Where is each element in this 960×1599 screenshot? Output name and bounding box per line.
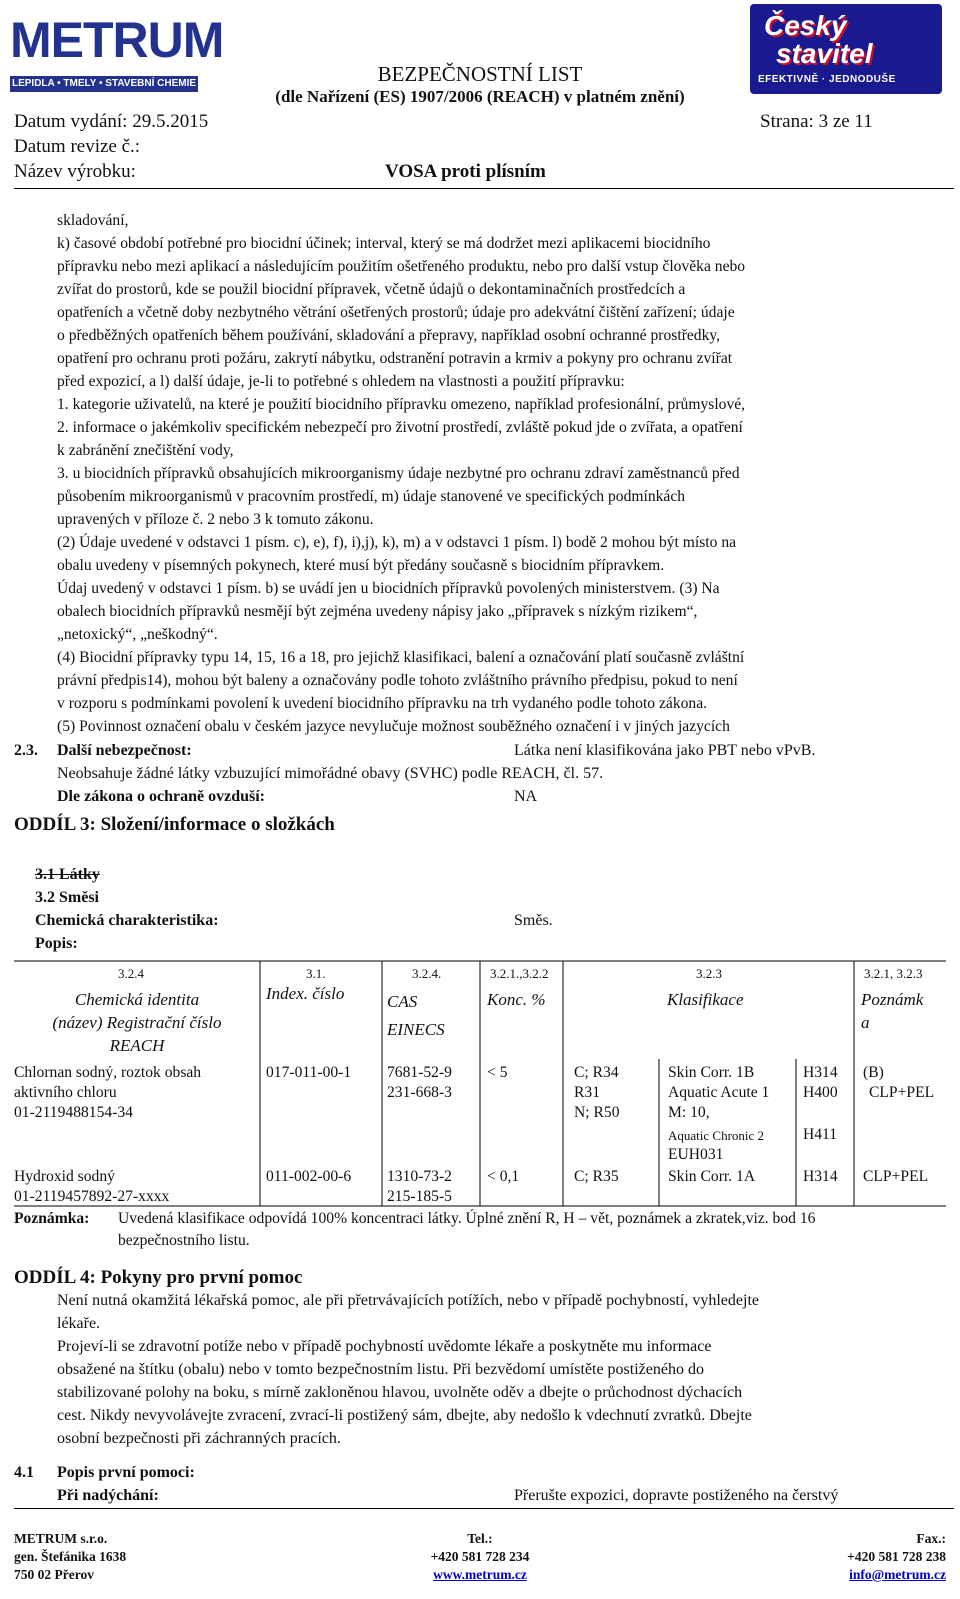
body-line: o předběžných opatřeních během používání, skladování a přepravy, například osobní ochranné prostředky, — [57, 327, 721, 344]
table-row-2-cas: 1310-73-2 — [387, 1168, 452, 1185]
cesky-stavitel-line1: Český — [764, 10, 847, 41]
table-row-1-note: (B) — [863, 1064, 884, 1081]
table-note-label: Poznámka: — [14, 1210, 90, 1227]
table-row-1-clp: EUH031 — [668, 1146, 724, 1163]
table-ref: 3.2.3 — [696, 966, 722, 981]
table-row-1-h-phrase: H411 — [803, 1126, 838, 1143]
table-row-2-note: CLP+PEL — [863, 1168, 929, 1185]
section-2-3-label: Další nebezpečnost: — [57, 742, 192, 759]
table-row-1-h-phrase: H314 — [803, 1064, 838, 1081]
body-line: upravených v příloze č. 2 nebo 3 k tomuto zákonu. — [57, 511, 374, 528]
section-4-1-number: 4.1 — [14, 1464, 34, 1481]
description-label: Popis: — [35, 935, 78, 952]
body-line: 2. informace o jakémkoliv specifickém nebezpečí pro životní prostředí, zvláště pokud jde o zvířata, a opatření — [57, 419, 743, 436]
inhalation-value: Přerušte expozici, dopravte postiženého na čerstvý — [514, 1487, 839, 1504]
body-line: opatření pro ochranu proti požáru, zakrytí nábytku, odstranění potravin a krmiv a pokyny pro ochranu zvířat — [57, 350, 733, 367]
table-row-1-cas: 7681-52-9 — [387, 1064, 452, 1081]
cesky-stavitel-line2: stavitel — [776, 38, 873, 69]
section-3-title: ODDÍL 3: Složení/informace o složkách — [14, 814, 335, 835]
table-note-text: Uvedená klasifikace odpovídá 100% koncentraci látky. Úplné znění R, H – vět, poznámek a zkratek,viz. bod 16 — [118, 1210, 816, 1227]
table-ref: 3.2.1, 3.2.3 — [864, 966, 923, 981]
body-line: (4) Biocidní přípravky typu 14, 15, 16 a 18, pro jejichž klasifikaci, balení a označování platí současně zvláštní — [57, 649, 745, 666]
table-row-2-einecs: 215-185-5 — [387, 1188, 452, 1205]
air-protection-label: Dle zákona o ochraně ovzduší: — [57, 788, 265, 805]
body-line: (5) Povinnost označení obalu v českém jazyce nevylučuje možnost souběžného označení i v jiných jazycích — [57, 718, 730, 735]
table-header-identity: Chemická identita — [74, 990, 200, 1009]
body-line: opatřeních a včetně doby nezbytného větrání ošetřených prostorů; údaje pro adekvátní čištění zařízení; údaje — [57, 304, 735, 321]
table-row-2-name: Hydroxid sodný — [14, 1168, 115, 1185]
section-4-line: Není nutná okamžitá lékařská pomoc, ale při přetrvávajících potížích, nebo v případě pochybností, vyhledejte — [57, 1292, 759, 1309]
body-line: 3. u biocidních přípravků obsahujících mikroorganismy údaje nezbytné pro ochranu zdraví zaměstnanců před — [57, 465, 740, 482]
table-header-reach: REACH — [109, 1036, 165, 1055]
section-2-3-number: 2.3. — [14, 742, 38, 759]
table-row-1-r-phrase: N; R50 — [574, 1104, 620, 1121]
table-row-1-index: 017-011-00-1 — [266, 1064, 352, 1081]
table-row-2-registration: 01-2119457892-27-xxxx — [14, 1188, 170, 1205]
footer-email-link[interactable]: info@metrum.cz — [849, 1567, 946, 1582]
table-header-einecs: EINECS — [387, 1020, 445, 1039]
footer-street: gen. Štefánika 1638 — [14, 1549, 127, 1564]
section-4-line: cest. Nikdy nevyvolávejte zvracení, zvrací-li postižený sám, dbejte, aby nedošlo k vdechnutí zvratků. Dbejte — [57, 1407, 752, 1424]
table-row-1-registration: 01-2119488154-34 — [14, 1104, 133, 1121]
metrum-logo-name: METRUM — [10, 12, 224, 68]
product-label: Název výrobku: — [14, 161, 136, 182]
table-row-1-name: Chlornan sodný, roztok obsah — [14, 1064, 202, 1081]
table-ref: 3.2.4 — [118, 966, 144, 981]
body-line: skladování, — [57, 212, 129, 229]
table-header-note-cont: a — [861, 1013, 870, 1032]
metrum-logo-tagline: LEPIDLA • TMELY • STAVEBNÍ CHEMIE — [10, 76, 198, 92]
table-row-1-clp: Aquatic Acute 1 — [668, 1084, 770, 1101]
body-line: v rozporu s podmínkami povolení k uvedení biocidního přípravku na trh vydaného podle tohoto zákona. — [57, 695, 708, 712]
table-header-note: Poznámk — [861, 990, 924, 1009]
footer-city: 750 02 Přerov — [14, 1567, 94, 1582]
table-row-1-clp: Skin Corr. 1B — [668, 1064, 755, 1081]
chemical-characteristic-value: Směs. — [514, 912, 553, 929]
table-row-2-r-phrase: C; R35 — [574, 1168, 619, 1185]
table-row-2-concentration: < 0,1 — [487, 1168, 520, 1185]
footer-divider — [14, 1508, 954, 1509]
footer-tel: +420 581 728 234 — [430, 1549, 530, 1564]
body-line: působením mikroorganismů v pracovním prostředí, m) údaje stanovené ve specifických podmínkách — [57, 488, 686, 505]
table-row-1-h-phrase: H400 — [803, 1084, 838, 1101]
product-name: VOSA proti plísním — [385, 161, 546, 182]
section-2-3-value: Látka není klasifikována jako PBT nebo vPvB. — [514, 742, 816, 759]
footer-fax-label: Fax.: — [916, 1531, 946, 1546]
table-ref: 3.1. — [306, 966, 326, 981]
air-protection-value: NA — [514, 788, 538, 805]
table-ref: 3.2.4. — [412, 966, 442, 981]
body-line: 1. kategorie uživatelů, na které je použití biocidního přípravku omezeno, například profesionální, průmyslové, — [57, 396, 746, 413]
body-line: právní předpis14), mohou být baleny a označovány podle tohoto zvláštního právního předpisu, pokud to není — [57, 672, 738, 689]
cesky-stavitel-line3: EFEKTIVNĚ · JEDNODUŠE — [758, 74, 896, 85]
table-header-cas: CAS — [387, 992, 418, 1011]
body-line: „netoxický“, „neškodný“. — [57, 626, 218, 643]
table-row-2-index: 011-002-00-6 — [266, 1168, 352, 1185]
section-4-title: ODDÍL 4: Pokyny pro první pomoc — [14, 1267, 303, 1288]
table-ref: 3.2.1.,3.2.2 — [490, 966, 549, 981]
table-row-1-einecs: 231-668-3 — [387, 1084, 452, 1101]
footer-web-link[interactable]: www.metrum.cz — [433, 1567, 527, 1582]
document-subtitle: (dle Nařízení (ES) 1907/2006 (REACH) v platném znění) — [275, 87, 685, 106]
footer-tel-label: Tel.: — [467, 1531, 493, 1546]
section-4-line: osobní bezpečnosti při záchranných pracích. — [57, 1430, 341, 1447]
table-row-1-name-cont: aktivního chloru — [14, 1084, 117, 1101]
document-title: BEZPEČNOSTNÍ LIST — [377, 62, 583, 86]
body-line: obalu uvedeny v písemných pokynech, které musí být předány současně s biocidním přípravkem. — [57, 557, 665, 574]
section-4-line: obsažené na štítku (obalu) nebo v tomto bezpečnostním listu. Při bezvědomí umístěte postiženého do — [57, 1361, 704, 1378]
table-header-classification: Klasifikace — [667, 990, 744, 1009]
footer-fax: +420 581 728 238 — [847, 1549, 946, 1564]
section-3-1-heading: 3.1 Látky — [35, 866, 100, 883]
footer-company: METRUM s.r.o. — [14, 1531, 108, 1546]
table-row-1-clp: M: 10, — [668, 1104, 710, 1121]
body-line: obalech biocidních přípravků nesmějí být zejména uvedeny nápisy jako „přípravek s nízkým rizikem“, — [57, 603, 698, 620]
table-row-2-h-phrase: H314 — [803, 1168, 838, 1185]
table-row-1-clp: Aquatic Chronic 2 — [668, 1128, 765, 1143]
section-3-2-heading: 3.2 Směsi — [35, 889, 99, 906]
table-header-registration: (název) Registrační číslo — [52, 1013, 222, 1032]
body-line: před expozicí, a l) další údaje, je-li to potřebné s ohledem na vlastnosti a použití přípravku: — [57, 373, 625, 390]
section-4-line: Projeví-li se zdravotní potíže nebo v případě pochybností uvědomte lékaře a poskytněte mu informace — [57, 1338, 712, 1355]
body-line: Údaj uvedený v odstavci 1 písm. b) se uvádí jen u biocidních přípravků povolených ministerstvem. (3) Na — [57, 580, 720, 597]
section-4-line: lékaře. — [57, 1315, 101, 1332]
first-aid-label: Popis první pomoci: — [57, 1464, 195, 1481]
inhalation-label: Při nadýchání: — [57, 1487, 159, 1504]
page-number: Strana: 3 ze 11 — [760, 111, 873, 132]
revision-date: Datum revize č.: — [14, 136, 141, 157]
table-header-index: Index. číslo — [266, 984, 345, 1003]
chemical-characteristic-label: Chemická charakteristika: — [35, 912, 219, 929]
table-row-1-concentration: < 5 — [487, 1064, 508, 1081]
table-header-concentration: Konc. % — [487, 990, 546, 1009]
body-line: k) časové období potřebné pro biocidní účinek; interval, který se má dodržet mezi aplikacemi biocidního — [57, 235, 711, 252]
table-note-text-cont: bezpečnostního listu. — [118, 1232, 250, 1249]
section-4-line: stabilizované polohy na boku, s mírně zakloněnou hlavou, uvolněte oděv a dbejte o průchodnost dýchacích — [57, 1384, 743, 1401]
body-line: (2) Údaje uvedené v odstavci 1 písm. c), e), f), i),j), k), m) a v odstavci 1 písm. l) bodě 2 mohou být místo na — [57, 534, 737, 551]
table-row-1-r-phrase: R31 — [574, 1084, 600, 1101]
issue-date: Datum vydání: 29.5.2015 — [14, 111, 209, 132]
table-row-1-note: CLP+PEL — [869, 1084, 935, 1101]
table-row-1-r-phrase: C; R34 — [574, 1064, 619, 1081]
body-line: přípravku nebo mezi aplikací a následujícím použitím ošetřeného produktu, nebo pro další vstup člověka nebo — [57, 258, 746, 275]
svhc-statement: Neobsahuje žádné látky vzbuzující mimořádné obavy (SVHC) podle REACH, čl. 57. — [57, 765, 604, 782]
body-line: zvířat do prostorů, kde se použil biocidní přípravek, včetně údajů o dekontaminačních prostředcích a — [57, 281, 686, 298]
table-row-2-clp: Skin Corr. 1A — [668, 1168, 756, 1185]
body-line: k zabránění znečištění vody, — [57, 442, 234, 459]
